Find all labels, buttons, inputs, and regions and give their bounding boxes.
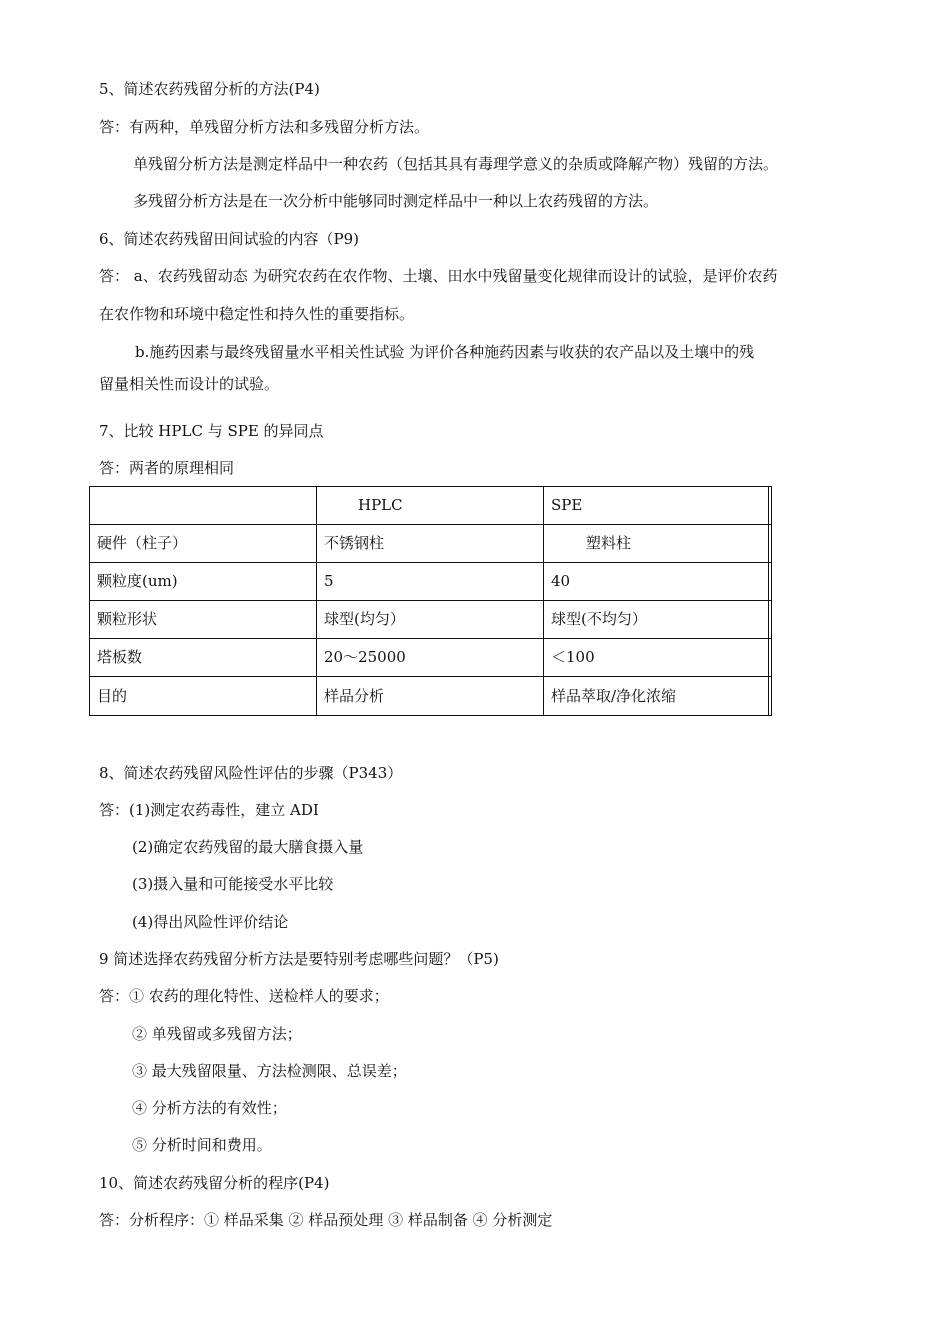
- q6-answer-b-line1: b.施药因素与最终残留量水平相关性试验 为评价各种施药因素与收获的农产品以及土壤中的残: [135, 343, 755, 361]
- q8-step: 答：(1)测定农药毒性，建立 ADI: [99, 801, 319, 819]
- q9-point: ④ 分析方法的有效性；: [132, 1099, 287, 1117]
- table-rule: [89, 486, 772, 487]
- table-cell: 塑料柱: [586, 534, 632, 552]
- table-cell: 塔板数: [97, 648, 143, 666]
- q9-point: 答：① 农药的理化特性、送检样人的要求；: [99, 987, 389, 1005]
- q5-multi-residue: 多残留分析方法是在一次分析中能够同时测定样品中一种以上农药残留的方法。: [133, 192, 659, 210]
- q10-answer: 答：分析程序：① 样品采集 ② 样品预处理 ③ 样品制备 ④ 分析测定: [99, 1211, 553, 1229]
- q8-title: 8、简述农药残留风险性评估的步骤（P343）: [99, 764, 403, 782]
- table-rule: [771, 486, 772, 716]
- table-cell: 样品分析: [324, 687, 385, 705]
- table-rule: [89, 562, 772, 563]
- table-header-cell: HPLC: [358, 496, 403, 514]
- table-rule: [543, 486, 544, 716]
- q9-point: ② 单残留或多残留方法；: [132, 1025, 302, 1043]
- table-header-cell: SPE: [551, 496, 583, 514]
- table-cell: ＜100: [551, 648, 595, 666]
- q5-single-residue: 单残留分析方法是测定样品中一种农药（包括其具有毒理学意义的杂质或降解产物）残留的方法。: [133, 155, 779, 173]
- table-rule: [89, 600, 772, 601]
- table-cell: 球型(均匀）: [324, 610, 405, 628]
- table-cell: 目的: [97, 687, 128, 705]
- table-rule: [89, 715, 772, 716]
- q6-title: 6、简述农药残留田间试验的内容（P9): [99, 230, 360, 248]
- table-cell: 硬件（柱子）: [97, 534, 188, 552]
- table-rule: [89, 638, 772, 639]
- table-cell: 样品萃取/净化浓缩: [551, 687, 677, 705]
- table-cell: 40: [551, 572, 571, 590]
- table-cell: 颗粒形状: [97, 610, 158, 628]
- q9-point: ③ 最大残留限量、方法检测限、总误差；: [132, 1062, 407, 1080]
- table-rule: [89, 524, 772, 525]
- q8-step: (3)摄入量和可能接受水平比较: [132, 875, 334, 893]
- q7-title: 7、比较 HPLC 与 SPE 的异同点: [99, 422, 324, 440]
- q9-title: 9 简述选择农药残留分析方法是要特别考虑哪些问题？（P5): [99, 950, 499, 968]
- table-rule: [89, 676, 772, 677]
- q6-answer-a-line1: 答： a、农药残留动态 为研究农药在农作物、土壤、田水中残留量变化规律而设计的试验，是评价农药: [99, 267, 778, 285]
- q8-step: (4)得出风险性评价结论: [132, 913, 289, 931]
- table-cell: 球型(不均匀）: [551, 610, 647, 628]
- q10-title: 10、简述农药残留分析的程序(P4): [99, 1174, 330, 1192]
- q6-answer-b-line2: 留量相关性而设计的试验。: [99, 375, 280, 393]
- table-cell: 颗粒度(um): [97, 572, 178, 590]
- table-cell: 不锈钢柱: [324, 534, 385, 552]
- table-cell: 20～25000: [324, 648, 406, 666]
- q9-point: ⑤ 分析时间和费用。: [132, 1136, 272, 1154]
- q5-title: 5、简述农药残留分析的方法(P4): [99, 80, 320, 98]
- q8-step: (2)确定农药残留的最大膳食摄入量: [132, 838, 364, 856]
- table-rule: [316, 486, 317, 716]
- q7-answer: 答：两者的原理相同: [99, 459, 235, 477]
- q6-answer-a-line2: 在农作物和环境中稳定性和持久性的重要指标。: [99, 305, 415, 323]
- table-rule: [768, 486, 769, 716]
- comparison-table: [89, 486, 772, 716]
- q5-answer: 答：有两种，单残留分析方法和多残留分析方法。: [99, 118, 430, 136]
- table-cell: 5: [324, 572, 334, 590]
- table-rule: [89, 486, 90, 716]
